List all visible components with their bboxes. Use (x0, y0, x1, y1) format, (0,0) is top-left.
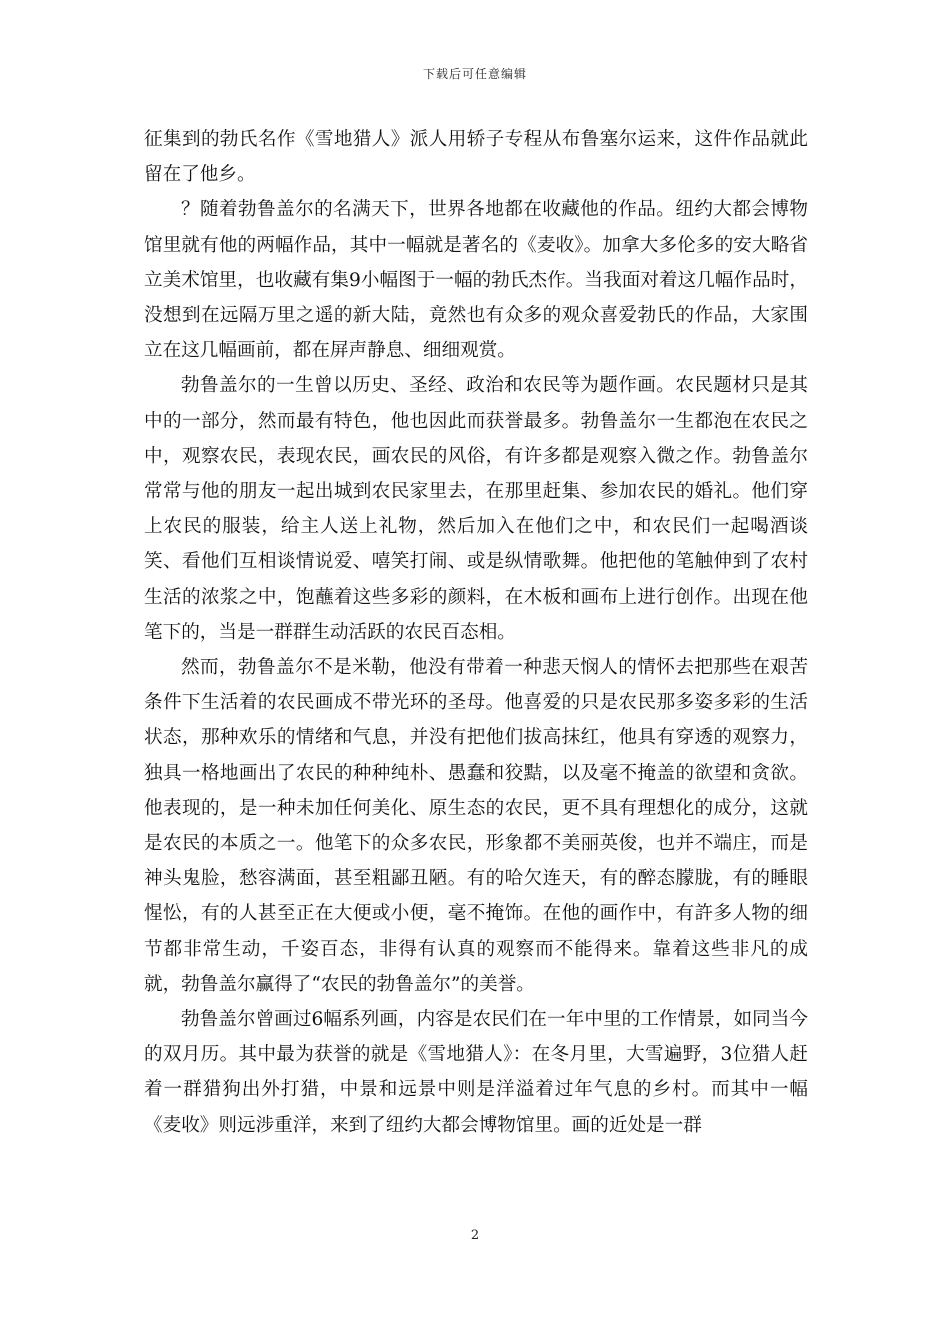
paragraph-continuation: 征集到的勃氏名作《雪地猎人》派人用轿子专程从布鲁塞尔运来，这件作品就此留在了他乡。 (144, 129, 808, 186)
page-header: 下载后可任意编辑 (422, 67, 527, 81)
paragraph-peasant-subjects: 勃鲁盖尔的一生曾以历史、圣经、政治和农民等为题作画。农民题材只是其中的一部分，然而最有特色，他也因此而获誉最多。勃鲁盖尔一生都泡在农民之中，观察农民，表现农民，画农民的风俗，有许多都是观察入微之作。勃鲁盖尔常常与他的朋友一起出城到农民家里去，在那里赶集、参加农民的婚礼。他们穿上农民的服装，给主人送上礼物，然后加入在他们之中，和农民们一起喝酒谈笑、看他们互相谈情说爱、嘻笑打闹、或是纵情歌舞。他把他的笔触伸到了农村生活的浓浆之中，饱蘸着这些多彩的颜料，在木板和画布上进行创作。出现在他笔下的，当是一群群生动活跃的农民百态相。 (144, 375, 808, 643)
paragraph-six-series: 勃鲁盖尔曾画过6幅系列画，内容是农民们在一年中里的工作情景，如同当今的双月历。其中最为获誉的就是《雪地猎人》：在冬月里，大雪遍野，3位猎人赶着一群猎狗出外打猎，中景和远景中则是洋溢着过年气息的乡村。而其中一幅《麦收》则远涉重洋，来到了纽约大都会博物馆里。画的近处是一群 (144, 1009, 808, 1136)
page-number: 2 (470, 1228, 480, 1243)
paragraph-collection: ？随着勃鲁盖尔的名满天下，世界各地都在收藏他的作品。纽约大都会博物馆里就有他的两幅作品，其中一幅就是著名的《麦收》。加拿大多伦多的安大略省立美术馆里，也收藏有集9小幅图于一幅的勃氏杰作。当我面对着这几幅作品时，没想到在远隔万里之遥的新大陆，竟然也有众多的观众喜爱勃氏的作品，大家围立在这几幅画前，都在屏声静息、细细观赏。 (144, 199, 808, 362)
document-body (144, 122, 808, 1143)
paragraph-not-millet: 然而，勃鲁盖尔不是米勒，他没有带着一种悲天悯人的情怀去把那些在艰苦条件下生活着的农民画成不带光环的圣母。他喜爱的只是农民那多姿多彩的生活状态，那种欢乐的情绪和气息，并没有把他们拔高抹红，他具有穿透的观察力，独具一格地画出了农民的种种纯朴、愚蠢和狡黠，以及毫不掩盖的欲望和贪欲。他表现的，是一种未加任何美化、原生态的农民，更不具有理想化的成分，这就是农民的本质之一。他笔下的众多农民，形象都不美丽英俊，也并不端庄，而是神头鬼脸，愁容满面，甚至粗鄙丑陋。有的哈欠连天，有的醉态朦胧，有的睡眼惺忪，有的人甚至正在大便或小便，毫不掩饰。在他的画作中，有許多人物的细节都非常生动，千姿百态，非得有认真的观察而不能得来。靠着这些非凡的成就，勃鲁盖尔赢得了“农民的勃鲁盖尔”的美誉。 (144, 657, 808, 995)
